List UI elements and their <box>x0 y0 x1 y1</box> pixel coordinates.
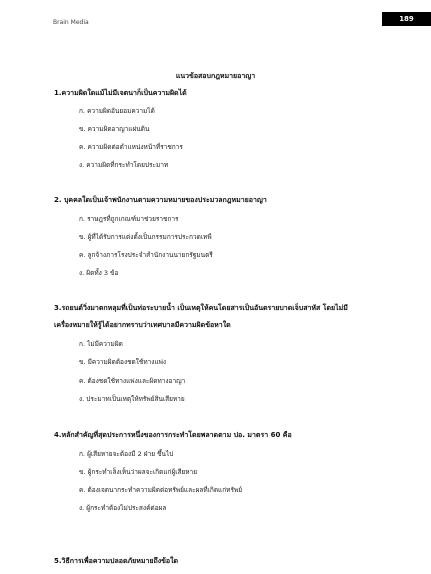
question-2-option-a: ก. ราษฎรที่ถูกเกณฑ์มาช่วยราชการ <box>79 215 179 223</box>
question-2-title: 2. บุคคลใดเป็นเจ้าพนักงานตามความหมายของประมวลกฎหมายอาญา <box>54 196 267 204</box>
question-4-option-c: ค. ต้องเจตนากระทำความผิดต่อทรัพย์และผลที่เกิดแก่ทรัพย์ <box>79 486 243 494</box>
question-3-option-a: ก. ไม่มีความผิด <box>79 340 123 348</box>
question-2-option-d: ง. ผิดทั้ง 3 ข้อ <box>79 269 119 277</box>
brand-label: Brain Media <box>53 19 89 26</box>
question-3-option-b: ข. มีความผิดต้องชดใช้ทางแพ่ง <box>79 358 167 366</box>
question-1-option-a: ก. ความผิดอันยอมความได้ <box>79 107 155 115</box>
question-3-option-c: ค. ต้องชดใช้ทางแพ่งและผิดทางอาญา <box>79 377 186 385</box>
question-4-option-d: ง. ผู้กระทำต้องไม่ประสงค์ต่อผล <box>79 504 167 512</box>
question-2-option-b: ข. ผู้ที่ได้รับการแต่งตั้งเป็นกรรมการประกวดเทพี <box>79 233 212 241</box>
question-1-option-d: ง. ความผิดที่กระทำโดยประมาท <box>79 161 169 169</box>
question-1-title: 1.ความผิดใดแม้ไม่มีเจตนาก็เป็นความผิดได้ <box>54 89 187 97</box>
question-5-title: 5.วิธีการเพื่อความปลอดภัยหมายถึงข้อใด <box>54 557 179 565</box>
question-4-title: 4.หลักสำคัญที่สุดประการหนึ่งของการกระทำโดยพลาดตาม ปอ. มาตรา 60 คือ <box>54 431 292 439</box>
page-number: 189 <box>399 15 414 23</box>
question-3-option-d: ง. ประมาทเป็นเหตุให้ทรัพย์สินเสียหาย <box>79 395 185 403</box>
page-number-badge <box>382 12 431 26</box>
document-title: แนวข้อสอบกฎหมายอาญา <box>175 72 256 80</box>
question-2-option-c: ค. ลูกจ้างภารโรงประจำสำนักงานนายกรัฐมนตรี <box>79 251 213 259</box>
question-3-title-line2: เครื่องหมายให้รู้ได้อยากทราบว่าเทศบาลมีความผิดข้อหาใด <box>54 321 231 329</box>
question-1-option-c: ค. ความผิดต่อตำแหน่งหน้าที่ราชการ <box>79 143 183 151</box>
question-4-option-a: ก. ผู้เสียหายจะต้องมี 2 ฝ่าย ขึ้นไป <box>79 450 174 458</box>
question-1-option-b: ข. ความผิดอาญาแผ่นดิน <box>79 125 150 133</box>
question-3-title: 3.รถยนต์วิ่งมาตกหลุมที่เป็นท่อระบายน้ำ เป็นเหตุให้คนโดยสารเป็นอันตรายบาดเจ็บสาหัส โดยไม่มี <box>54 304 348 312</box>
question-4-option-b: ข. ผู้กระทำเล็งเห็นว่าผลจะเกิดแก่ผู้เสียหาย <box>79 468 198 476</box>
